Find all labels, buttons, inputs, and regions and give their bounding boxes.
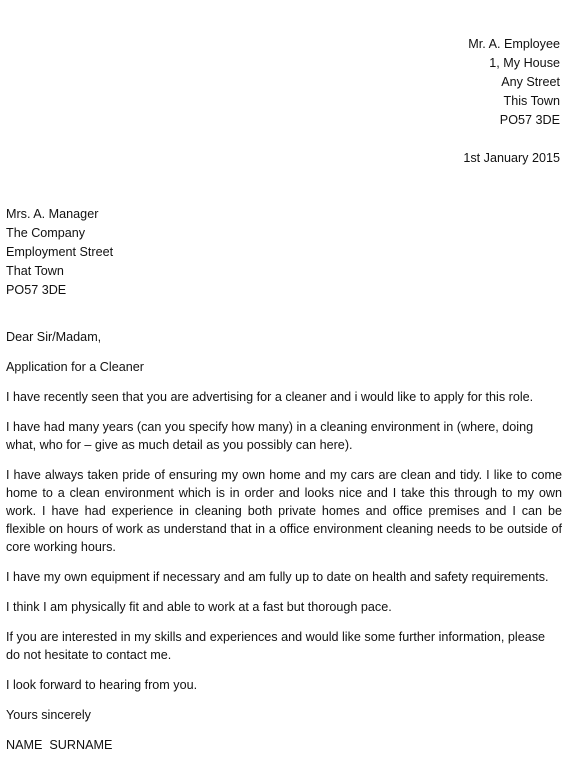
sender-address-line: PO57 3DE — [499, 113, 560, 127]
body-paragraph: I look forward to hearing from you. — [6, 678, 198, 692]
letter-body — [6, 328, 562, 754]
body-paragraph: I think I am physically fit and able to work at a fast but thorough pace. — [6, 600, 392, 614]
recipient-address — [6, 205, 113, 300]
closing: Yours sincerely — [6, 708, 91, 722]
salutation: Dear Sir/Madam, — [6, 330, 102, 344]
body-paragraph: I have always taken pride of ensuring my own home and my cars are clean and tidy. I like to come home to a clean environment which is in order and looks nice and I take this through to my own work. I have had experience in cleaning both private homes and office premises and I can be flexible on hours of work as understand that in a office environment cleaning needs to be outside of core working hours. — [6, 468, 562, 554]
recipient-address-line: The Company — [6, 226, 86, 240]
body-paragraph: I have had many years (can you specify how many) in a cleaning environment in (where, doing what, who for – give as much detail as you possibly can here). — [6, 420, 534, 452]
body-paragraph: I have my own equipment if necessary and am fully up to date on health and safety requirements. — [6, 570, 549, 584]
sender-address-line: This Town — [503, 94, 560, 108]
body-paragraph: If you are interested in my skills and experiences and would like some further information, please do not hesitate to contact me. — [6, 630, 546, 662]
signature-name: NAME SURNAME — [6, 738, 113, 752]
recipient-address-line: That Town — [6, 264, 64, 278]
letter-date: 1st January 2015 — [463, 151, 560, 165]
recipient-name: Mrs. A. Manager — [6, 207, 99, 221]
subject-line: Application for a Cleaner — [6, 360, 144, 374]
recipient-address-line: Employment Street — [6, 245, 114, 259]
sender-address — [468, 35, 560, 130]
sender-name: Mr. A. Employee — [468, 37, 560, 51]
sender-address-line: Any Street — [501, 75, 560, 89]
sender-address-line: 1, My House — [489, 56, 560, 70]
recipient-address-line: PO57 3DE — [6, 283, 67, 297]
body-paragraph: I have recently seen that you are advertising for a cleaner and i would like to apply for this role. — [6, 390, 534, 404]
